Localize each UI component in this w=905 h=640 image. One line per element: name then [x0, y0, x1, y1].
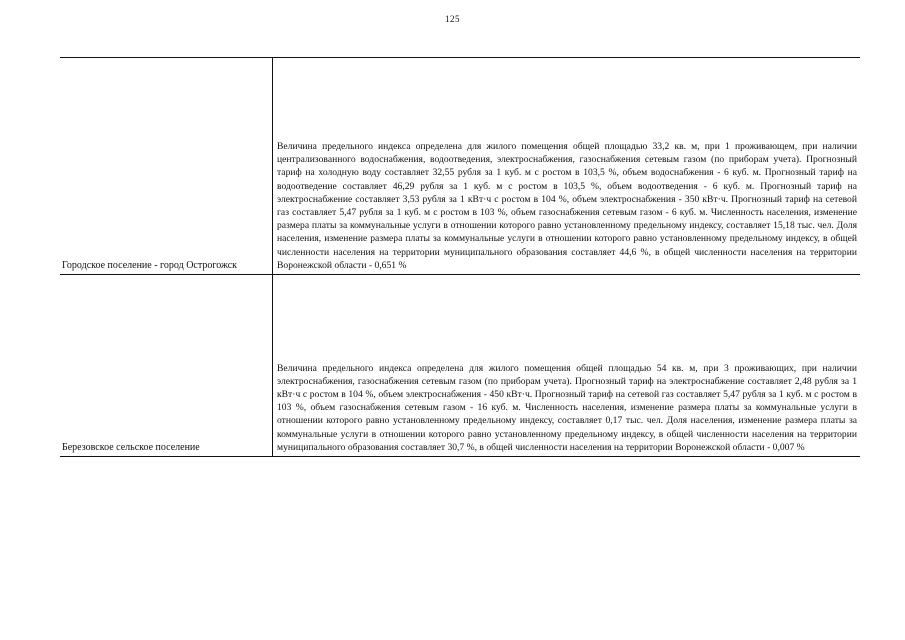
index-description: Величина предельного индекса определена для жилого помещения общей площадью 54 кв. м, при 3 проживающих, при наличии электроснабжения, газоснабжения сетевым газом (по приборам учета). Прогнозный тариф на электроснабжение составляет 2,48 рубля за 1 кВт·ч с ростом в 104 %, объем электроснабжения - 450 кВт·ч. Прогнозный тариф на сетевой газ составляет 5,47 рубля за 1 куб. м с ростом в 103 %, объем газоснабжения сетевым газом - 16 куб. м. Численность населения, изменение размера платы за коммунальные услуги в отношении которого равно установленному предельному индексу, составляет 0,17 тыс. чел. Доля населения, изменение размера платы за коммунальные услуги в отношении которого равно установленному предельному индексу, в общей численности населения на территории муниципального образования составляет 30,7 %, в общей численности населения на территории Воронежской области - 0,007 % [277, 362, 857, 453]
table-row [60, 58, 860, 275]
municipality-name: Городское поселение - город Острогожск [62, 259, 237, 271]
description-cell [273, 58, 860, 274]
table-row [60, 275, 860, 457]
municipality-cell [60, 58, 273, 274]
description-cell [273, 275, 860, 456]
tariff-index-table [60, 57, 860, 457]
municipality-cell [60, 275, 273, 456]
municipality-name: Березовское сельское поселение [62, 441, 200, 453]
index-description: Величина предельного индекса определена для жилого помещения общей площадью 33,2 кв. м, при 1 проживающем, при наличии централизованного водоснабжения, водоотведения, электроснабжения, газоснабжения сетевым газом (по приборам учета). Прогнозный тариф на холодную воду составляет 32,55 рубля за 1 куб. м с ростом в 103,5 %, объем водоснабжения - 6 куб. м. Прогнозный тариф на водоотведение составляет 46,29 рубля за 1 куб. м с ростом в 103,5 %, объем водоотведения - 6 куб. м. Прогнозный тариф на электроснабжение составляет 3,53 рубля за 1 кВт·ч с ростом в 104 %, объем электроснабжения - 350 кВт·ч. Прогнозный тариф на сетевой газ составляет 5,47 рубля за 1 куб. м с ростом в 103 %, объем газоснабжения сетевым газом - 6 куб. м. Численность населения, изменение размера платы за коммунальные услуги в отношении которого равно установленному предельному индексу, составляет 15,18 тыс. чел. Доля населения, изменение размера платы за коммунальные услуги в отношении которого равно установленному предельному индексу, в общей численности населения на территории муниципального образования составляет 44,6 %, в общей численности населения на территории Воронежской области - 0,651 % [277, 140, 857, 271]
page-number: 125 [445, 14, 460, 24]
